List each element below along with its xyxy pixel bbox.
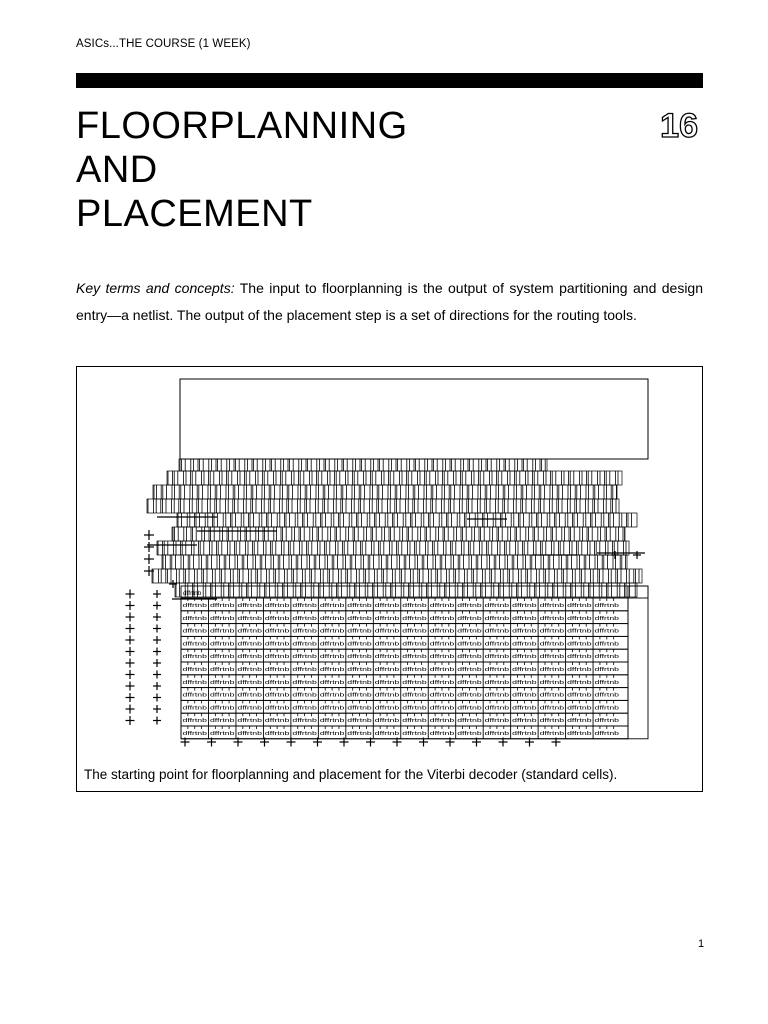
cell-label: dffrtnb xyxy=(429,731,455,737)
cell-label: dffrtnb xyxy=(347,654,372,661)
cell-label: dffrtnb xyxy=(594,641,620,648)
cell-label: dffrtnb xyxy=(374,692,400,699)
cell-label: dffrtnb xyxy=(209,731,235,737)
cell-label: dffrtnb xyxy=(264,679,290,686)
cell-label: dffrtnb xyxy=(319,718,345,725)
cell-label: dffrtnb xyxy=(209,654,235,661)
cell-label: dffrtnb xyxy=(347,692,372,699)
cell-label: dffrtnb xyxy=(182,641,207,648)
cell-label: dffrtnb xyxy=(594,667,620,673)
unplaced-cell-row xyxy=(172,527,625,541)
cell-label: dffrtnb xyxy=(209,705,235,712)
cell-label: dffrtnb xyxy=(484,641,510,648)
cell-label: dffrtnb xyxy=(512,718,537,725)
cell-label: dffrtnb xyxy=(402,628,427,635)
cell-label: dffrtnb xyxy=(347,667,372,673)
cell-label: dffrtnb xyxy=(484,654,510,661)
cell-label: dffrtnb xyxy=(402,615,427,622)
cell-label: dffrtnb xyxy=(512,615,537,622)
cell-label: dffrtnb xyxy=(429,654,455,661)
cell-label: dffrtnb xyxy=(237,718,262,725)
cell-label: dffrtnb xyxy=(209,718,235,725)
cell-label: dffrtnb xyxy=(319,667,345,673)
unplaced-cell-row xyxy=(162,555,627,569)
unplaced-cell-row xyxy=(152,569,642,583)
cell-label: dffrtnb xyxy=(264,731,290,737)
cell-label: dffrtnb xyxy=(429,718,455,725)
cell-label: dffrtnb xyxy=(374,679,400,686)
cell-label: dffrtnb xyxy=(594,731,620,737)
cell-label: dffrtnb xyxy=(484,705,510,712)
cell-label: dffrtnb xyxy=(182,731,207,737)
cell-label: dffrtnb xyxy=(347,705,372,712)
cell-label: dffrtnb xyxy=(292,603,317,609)
cell-label: dffrtnb xyxy=(484,628,510,635)
cell-label: dffrtnb xyxy=(264,603,290,609)
cell-label: dffrtnb xyxy=(182,679,207,686)
cell-label: dffrtnb xyxy=(292,615,317,622)
cell-label: dffrtnb xyxy=(292,667,317,673)
cell-label: dffrtnb xyxy=(347,718,372,725)
cell-label: dffrtnb xyxy=(539,679,565,686)
cell-label: dffrtnb xyxy=(237,615,262,622)
cell-label: dffrtnb xyxy=(457,718,482,725)
cell-label: dffrtnb xyxy=(264,692,290,699)
cell-label: dffrtnb xyxy=(539,692,565,699)
cell-label: dffrtnb xyxy=(319,679,345,686)
cell-label: dffrtnb xyxy=(264,705,290,712)
unplaced-cell-row xyxy=(153,485,617,499)
cell-label: dffrtnb xyxy=(319,705,345,712)
cell-label: dffrtnb xyxy=(567,679,592,686)
cell-label: dffrtnb xyxy=(237,692,262,699)
cell-label: dffrtnb xyxy=(457,615,482,622)
cell-label: dffrtnb xyxy=(374,603,400,609)
cell-label: dffrtnb xyxy=(347,628,372,635)
cell-label: dffrtnb xyxy=(567,641,592,648)
chapter-number: 16 xyxy=(660,107,698,145)
figure-caption: The starting point for floorplanning and placement for the Viterbi decoder (standard cells). xyxy=(84,767,618,782)
chapter-title-line: FLOORPLANNING xyxy=(76,105,408,147)
cell-label: dffrtnb xyxy=(484,667,510,673)
unplaced-cell-row xyxy=(167,471,622,485)
cell-label: dffrtnb xyxy=(539,615,565,622)
cell-label: dffrtnb xyxy=(594,615,620,622)
cell-label: dffrtnb xyxy=(539,667,565,673)
cell-label: dffrtnb xyxy=(182,718,207,725)
grid-right-margin xyxy=(628,586,648,739)
cell-label: dffrtnb xyxy=(457,731,482,737)
cell-label: dffrtnb xyxy=(594,654,620,661)
cell-label: dffrtnb xyxy=(539,628,565,635)
cell-label: dffrtnb xyxy=(429,628,455,635)
cell-label: dffrtnb xyxy=(264,641,290,648)
cell-label: dffrtnb xyxy=(209,679,235,686)
cell-label: dffrtnb xyxy=(237,654,262,661)
cell-label: dffrtnb xyxy=(402,705,427,712)
cell-label: dffrtnb xyxy=(567,615,592,622)
page-number: 1 xyxy=(698,938,705,950)
cell-label: dffrtnb xyxy=(429,641,455,648)
cell-label: dffrtnb xyxy=(567,628,592,635)
cell-label: dffrtnb xyxy=(374,667,400,673)
cell-label: dffrtnb xyxy=(594,692,620,699)
cell-label: dffrtnb xyxy=(539,705,565,712)
cell-label: dffrtnb xyxy=(209,628,235,635)
cell-label: dffrtnb xyxy=(429,692,455,699)
cell-label: dffrtnb xyxy=(429,615,455,622)
cell-label: dffrtnb xyxy=(347,603,372,609)
chapter-title xyxy=(76,104,408,236)
cell-label: dffrtnb xyxy=(237,731,262,737)
cell-label: dffrtnb xyxy=(237,603,262,609)
cell-label: dffrtnb xyxy=(402,679,427,686)
cell-label: dffrtnb xyxy=(512,679,537,686)
cell-label: dffrtnb xyxy=(374,705,400,712)
cell-label: dffrtnb xyxy=(457,692,482,699)
cell-label: dffrtnb xyxy=(567,692,592,699)
cell-label: dffrtnb xyxy=(374,628,400,635)
cell-label: dffrtnb xyxy=(209,641,235,648)
cell-label: dffrtnb xyxy=(402,718,427,725)
cell-label: dffrtnb xyxy=(457,628,482,635)
cell-label: dffrtnb xyxy=(567,718,592,725)
cell-label: dffrtnb xyxy=(237,705,262,712)
cell-label: dffrtnb xyxy=(292,705,317,712)
cell-label: dffrtnb xyxy=(457,667,482,673)
cell-label: dffrtnb xyxy=(539,718,565,725)
key-terms-label: Key terms and concepts: xyxy=(76,280,235,296)
cell-label: dffrtnb xyxy=(374,731,400,737)
cell-label: dffrtnb xyxy=(319,641,345,648)
cell-label: dffrtnb xyxy=(512,654,537,661)
cell-label: dffrtnb xyxy=(457,679,482,686)
cell-label: dffrtnb xyxy=(182,615,207,622)
cell-label: dffrtnb xyxy=(594,628,620,635)
cell-label: dffrtnb xyxy=(264,615,290,622)
cell-label: dffrtnb xyxy=(347,615,372,622)
cell-label: dffrtnb xyxy=(402,641,427,648)
figure-box xyxy=(76,366,703,792)
cell-label: dffrtnb xyxy=(292,654,317,661)
cell-label: dffrtnb xyxy=(374,718,400,725)
cell-label: dffrtnb xyxy=(182,603,207,609)
unplaced-cell-row xyxy=(175,583,637,597)
cell-label: dffrtnb xyxy=(402,667,427,673)
cell-label: dffrtnb xyxy=(347,731,372,737)
cell-label: dffrtnb xyxy=(182,705,207,712)
cell-label: dffrtnb xyxy=(594,718,620,725)
cell-label: dffrtnb xyxy=(429,603,455,609)
cell-label: dffrtnb xyxy=(237,679,262,686)
cell-label: dffrtnb xyxy=(319,692,345,699)
cell-label: dffrtnb xyxy=(264,667,290,673)
cell-label: dffrtnb xyxy=(457,705,482,712)
cell-label: dffrtnb xyxy=(292,628,317,635)
cell-label: dffrtnb xyxy=(183,590,202,597)
cell-label: dffrtnb xyxy=(264,628,290,635)
cell-label: dffrtnb xyxy=(429,705,455,712)
cell-label: dffrtnb xyxy=(567,731,592,737)
cell-label: dffrtnb xyxy=(209,615,235,622)
cell-label: dffrtnb xyxy=(319,603,345,609)
cell-label: dffrtnb xyxy=(347,679,372,686)
cell-label: dffrtnb xyxy=(457,641,482,648)
cell-label: dffrtnb xyxy=(182,667,207,673)
cell-label: dffrtnb xyxy=(209,667,235,673)
cell-label: dffrtnb xyxy=(319,654,345,661)
cell-label: dffrtnb xyxy=(567,705,592,712)
cell-label: dffrtnb xyxy=(264,718,290,725)
cell-label: dffrtnb xyxy=(182,628,207,635)
cell-label: dffrtnb xyxy=(512,692,537,699)
cell-label: dffrtnb xyxy=(594,705,620,712)
cell-label: dffrtnb xyxy=(512,731,537,737)
cell-label: dffrtnb xyxy=(567,667,592,673)
cell-label: dffrtnb xyxy=(374,641,400,648)
cell-label: dffrtnb xyxy=(319,615,345,622)
cell-label: dffrtnb xyxy=(512,667,537,673)
cell-label: dffrtnb xyxy=(484,679,510,686)
cell-label: dffrtnb xyxy=(484,692,510,699)
cell-label: dffrtnb xyxy=(182,654,207,661)
cell-label: dffrtnb xyxy=(484,603,510,609)
cell-label: dffrtnb xyxy=(319,628,345,635)
cell-label: dffrtnb xyxy=(347,641,372,648)
cell-label: dffrtnb xyxy=(512,641,537,648)
cell-label: dffrtnb xyxy=(374,615,400,622)
cell-label: dffrtnb xyxy=(209,603,235,609)
running-header: ASICs...THE COURSE (1 WEEK) xyxy=(76,38,251,50)
cell-label: dffrtnb xyxy=(237,628,262,635)
header-rule xyxy=(76,73,703,88)
cell-label: dffrtnb xyxy=(512,705,537,712)
cell-label: dffrtnb xyxy=(402,731,427,737)
cell-label: dffrtnb xyxy=(539,641,565,648)
cell-label: dffrtnb xyxy=(594,679,620,686)
cell-label: dffrtnb xyxy=(567,603,592,609)
unplaced-cell-row xyxy=(147,499,619,513)
floorplan-outline xyxy=(180,379,648,459)
cell-label: dffrtnb xyxy=(264,654,290,661)
cell-label: dffrtnb xyxy=(429,667,455,673)
cell-label: dffrtnb xyxy=(374,654,400,661)
cell-label: dffrtnb xyxy=(539,654,565,661)
cell-label: dffrtnb xyxy=(484,718,510,725)
cell-label: dffrtnb xyxy=(402,603,427,609)
cell-label: dffrtnb xyxy=(209,692,235,699)
cell-label: dffrtnb xyxy=(484,615,510,622)
cell-label: dffrtnb xyxy=(539,603,565,609)
cell-label: dffrtnb xyxy=(539,731,565,737)
cell-label: dffrtnb xyxy=(512,603,537,609)
cell-label: dffrtnb xyxy=(457,654,482,661)
cell-label: dffrtnb xyxy=(182,692,207,699)
cell-label: dffrtnb xyxy=(292,641,317,648)
cell-label: dffrtnb xyxy=(484,731,510,737)
cell-label: dffrtnb xyxy=(319,731,345,737)
cell-label: dffrtnb xyxy=(567,654,592,661)
cell-label: dffrtnb xyxy=(292,692,317,699)
cell-label: dffrtnb xyxy=(457,603,482,609)
placement-diagram xyxy=(77,367,702,791)
cell-label: dffrtnb xyxy=(292,718,317,725)
cell-label: dffrtnb xyxy=(594,603,620,609)
cell-label: dffrtnb xyxy=(429,679,455,686)
cell-label: dffrtnb xyxy=(512,628,537,635)
intro-paragraph xyxy=(76,275,703,328)
cell-label: dffrtnb xyxy=(292,731,317,737)
cell-label: dffrtnb xyxy=(237,641,262,648)
intro-text: The input to floorplanning is the output of system partitioning and design entry—a netlist. The output of the placement step is a set of directions for the routing tools. xyxy=(76,280,703,323)
cell-label: dffrtnb xyxy=(292,679,317,686)
cell-label: dffrtnb xyxy=(402,692,427,699)
cell-row-header xyxy=(181,586,648,598)
chapter-title-line: PLACEMENT xyxy=(76,193,313,235)
chapter-title-line: AND xyxy=(76,149,158,191)
cell-label: dffrtnb xyxy=(237,667,262,673)
cell-label: dffrtnb xyxy=(402,654,427,661)
